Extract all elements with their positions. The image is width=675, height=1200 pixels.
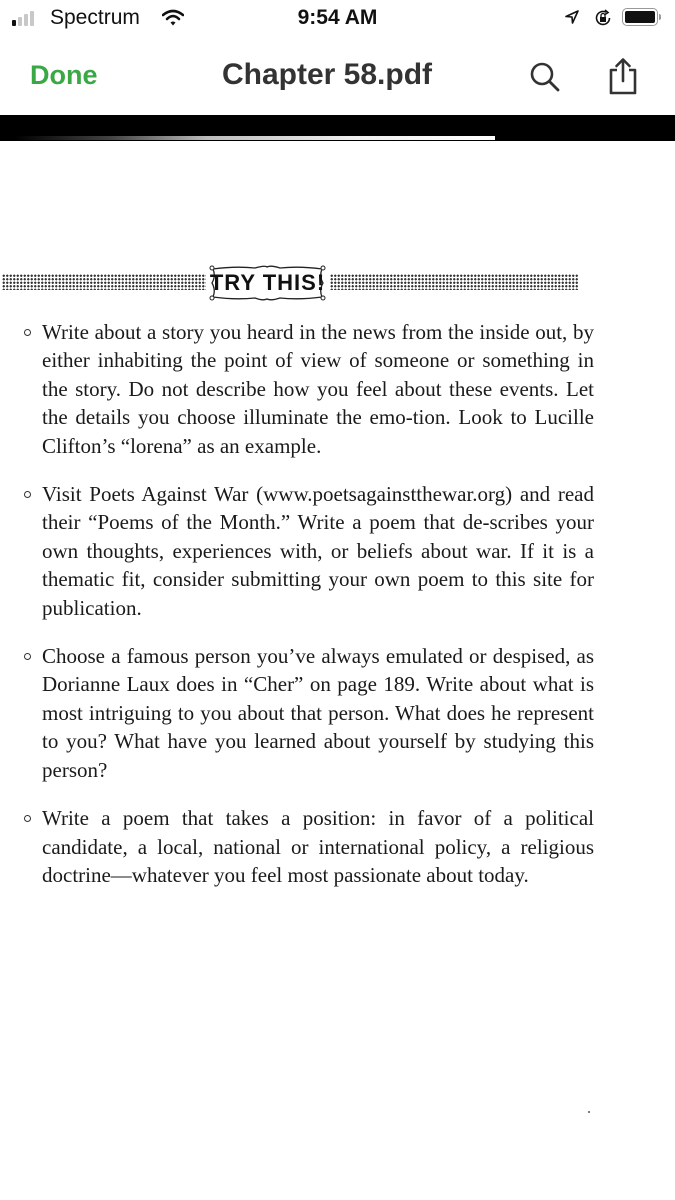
bullet-icon (24, 329, 31, 336)
bullet-icon (24, 815, 31, 822)
list-item-text: Visit Poets Against War (www.poetsagainstthewar.org) and read their “Poems of the Month.” Write a poem that de-scribes your own thoughts, experiences with, or beliefs about war. If it is a thematic fit, consider submitting your own poem to this site for publication. (42, 482, 594, 620)
list-item (24, 804, 594, 889)
clock: 9:54 AM (297, 6, 378, 29)
battery-icon (622, 8, 658, 26)
bullet-icon (24, 653, 31, 660)
dotted-rule-right (330, 274, 578, 290)
dotted-rule-left (2, 274, 206, 290)
list-item (24, 480, 594, 622)
share-icon[interactable] (606, 56, 640, 96)
status-bar (0, 0, 675, 38)
location-icon (564, 9, 580, 25)
banner-label: TRY THIS! (209, 270, 326, 295)
list-item (24, 318, 594, 460)
list-item-text: Write a poem that takes a position: in favor of a political candidate, a local, national or international policy, a religious doctrine—whatever you feel most passionate about today. (42, 806, 594, 887)
search-icon[interactable] (528, 60, 562, 94)
pdf-page-scan-artifact (15, 136, 495, 140)
done-button[interactable]: Done (30, 60, 98, 90)
orientation-lock-icon (593, 8, 613, 28)
list-item-text: Write about a story you heard in the news from the inside out, by either inhabiting the point of view of someone or something in the story. Do not describe how you feel about these events. Let the details you choose illuminate the emo-tion. Look to Lucille Clifton’s “lorena” as an example. (42, 320, 594, 458)
bullet-icon (24, 491, 31, 498)
document-title: Chapter 58.pdf (222, 58, 433, 91)
nav-bar (0, 44, 675, 108)
carrier-name: Spectrum (50, 6, 140, 29)
prompt-list (24, 318, 594, 909)
list-item-text: Choose a famous person you’ve always emulated or despised, as Dorianne Laux does in “Cher” on page 189. Write about what is most intriguing to you about that person. What does he represent to you? What have you learned about yourself by studying this person? (42, 644, 594, 782)
list-item (24, 642, 594, 784)
scan-speck (588, 1111, 590, 1113)
try-this-banner (0, 264, 675, 304)
